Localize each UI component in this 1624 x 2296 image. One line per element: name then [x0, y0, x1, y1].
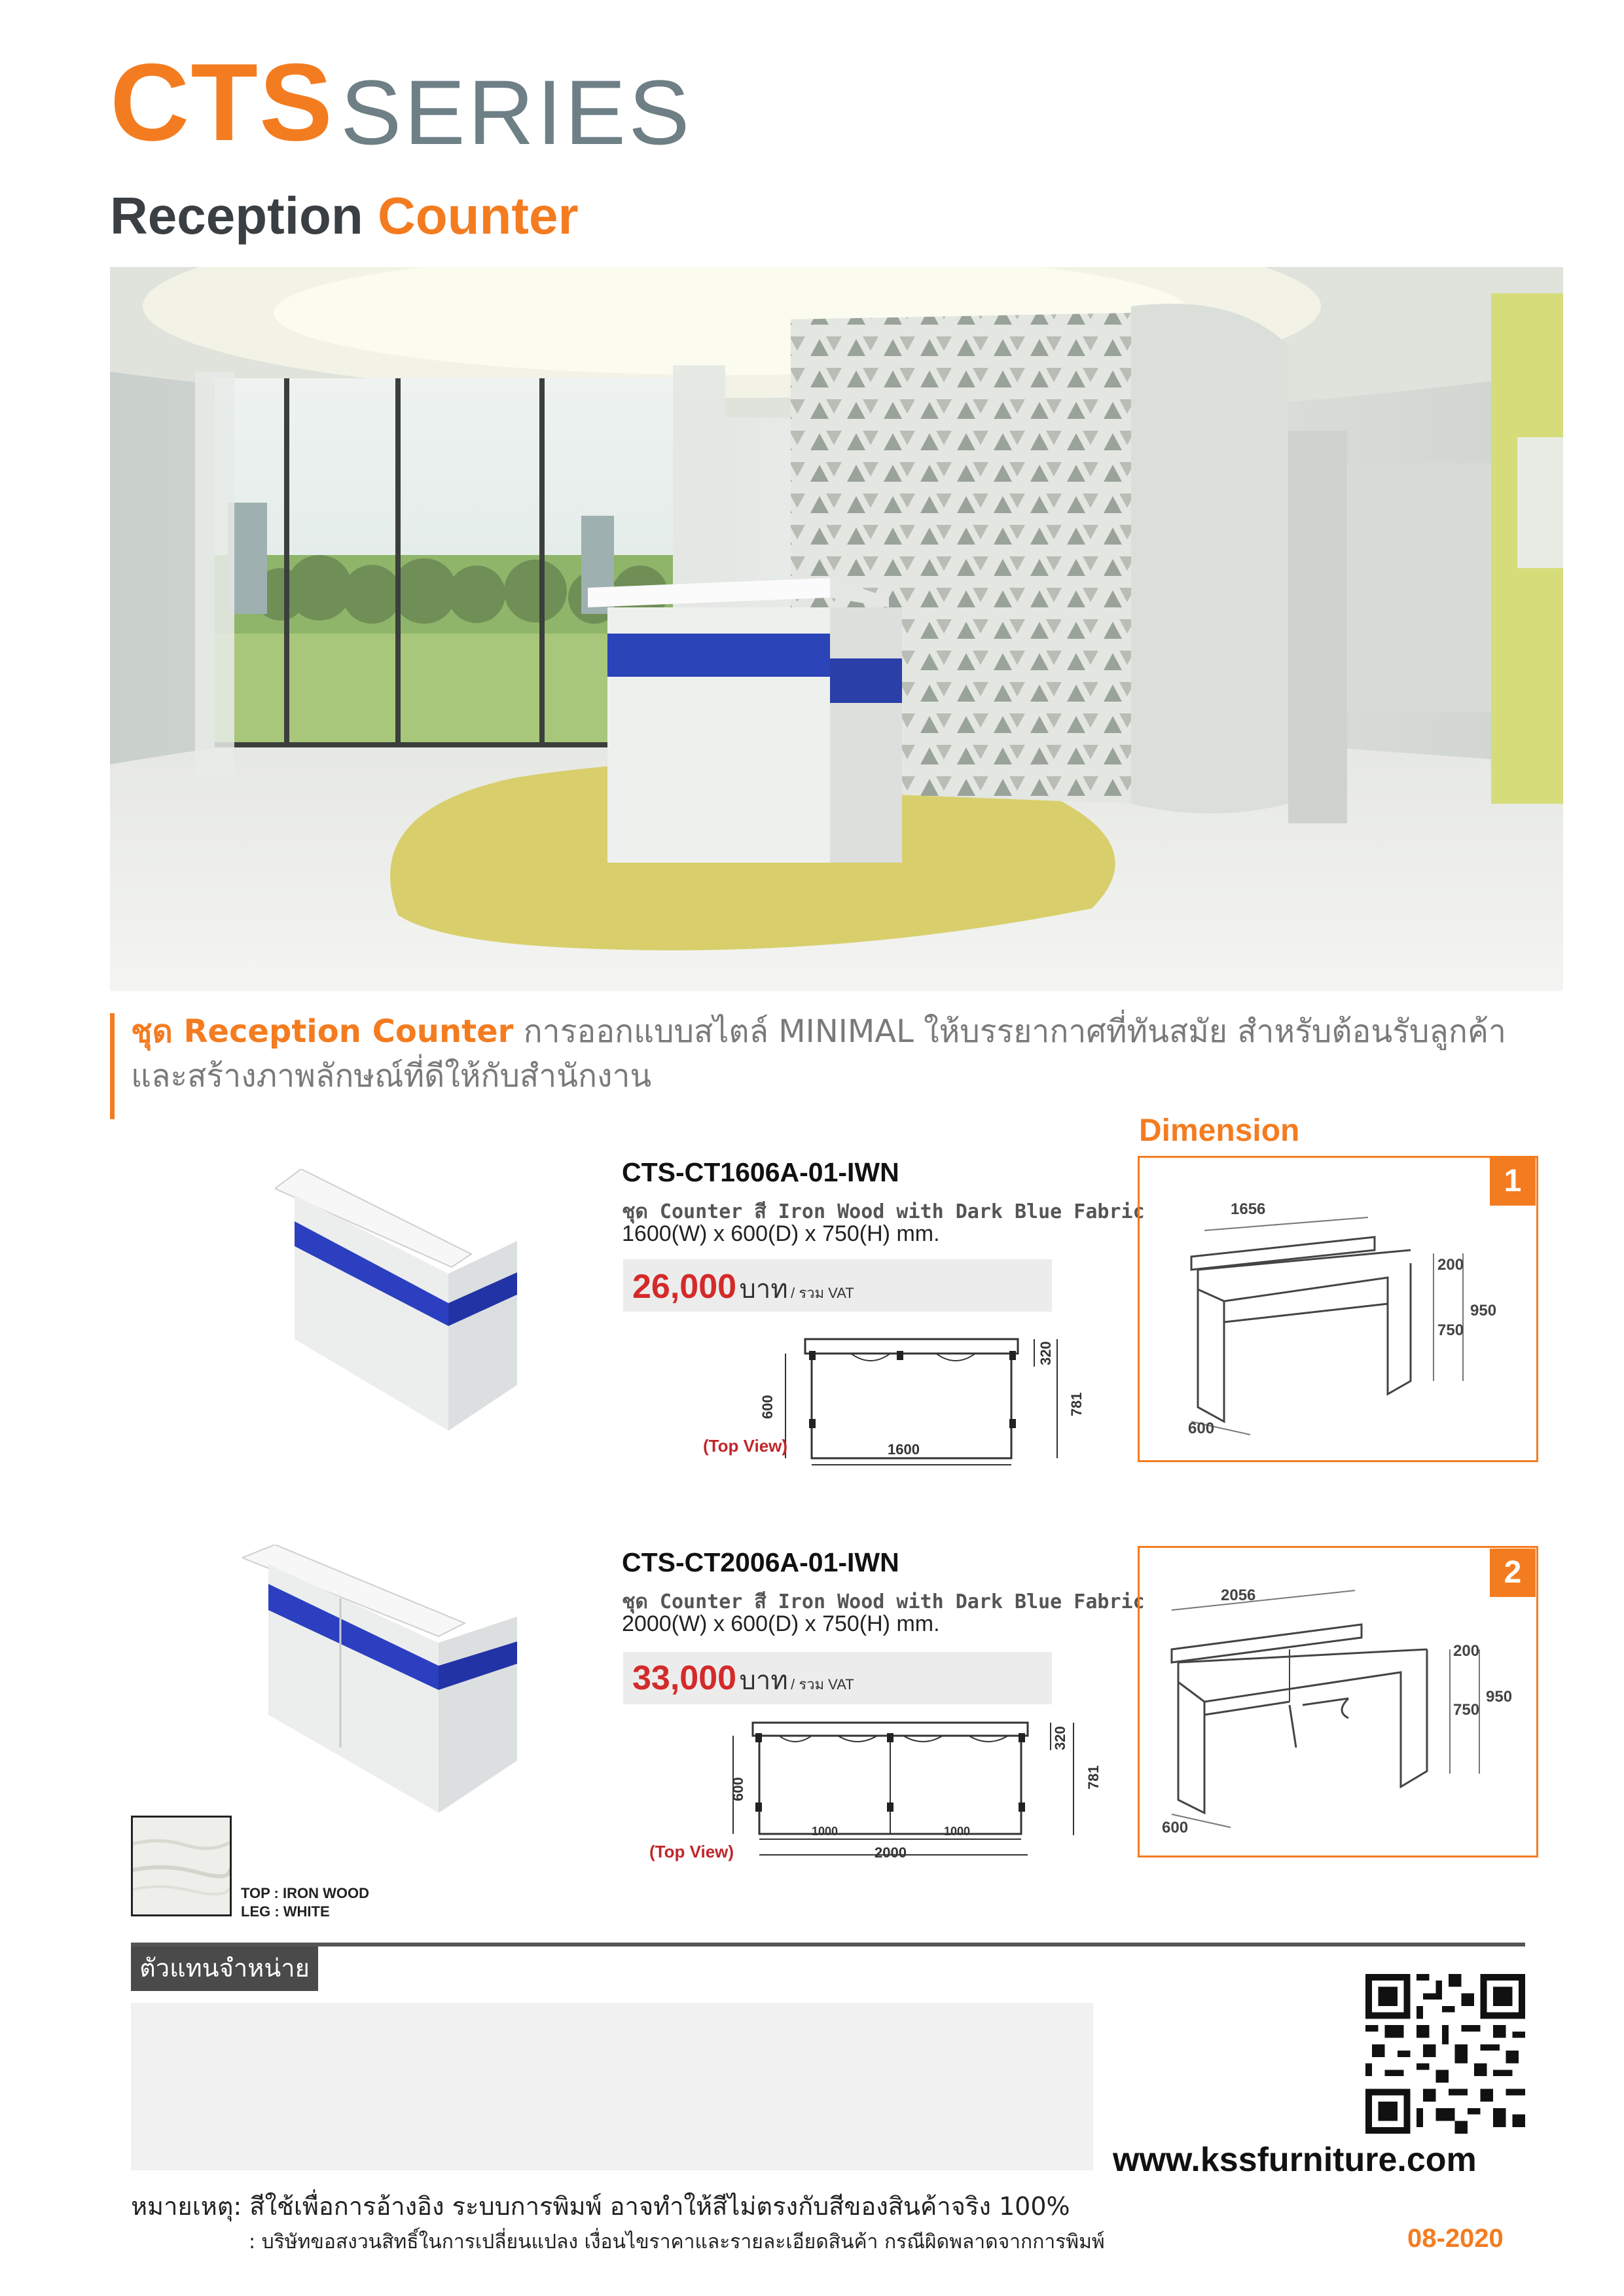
p2-tv-half-a: 1000 [812, 1825, 839, 1838]
p2-tv-depth: 600 [730, 1777, 746, 1801]
swatch-leg-label: LEG : WHITE [241, 1903, 330, 1920]
product-2-image [242, 1545, 524, 1820]
series-title-brand: CTS [110, 41, 334, 164]
product-1-model: CTS-CT1606A-01-IWN [622, 1157, 899, 1187]
product-2-price: 33,000 [632, 1659, 737, 1697]
p2-tv-width: 2000 [875, 1844, 907, 1861]
product-1-dimension-drawing [1152, 1191, 1519, 1446]
product-1-image [275, 1169, 524, 1437]
dealer-label: ตัวแทนจำหน่าย [131, 1946, 318, 1991]
p2-tv-781: 781 [1085, 1765, 1102, 1789]
product-2-model: CTS-CT2006A-01-IWN [622, 1547, 899, 1577]
p2-dim-top: 2056 [1221, 1587, 1256, 1604]
intro-line-1 [131, 1013, 1506, 1050]
p2-dim-200: 200 [1453, 1642, 1480, 1660]
intro-line-1-text: การออกแบบสไตล์ MINIMAL ให้บรรยากาศที่ทันสมัย สำหรับต้อนรับลูกค้า [513, 1013, 1506, 1050]
footnote-1: หมายเหตุ: สีใช้เพื่อการอ้างอิง ระบบการพิมพ์ อาจทำให้สีไม่ตรงกับสีของสินค้าจริง 100% [131, 2192, 1070, 2221]
dimension-heading: Dimension [1139, 1113, 1300, 1148]
intro-accent-bar [110, 1013, 115, 1119]
p2-dim-600: 600 [1162, 1819, 1189, 1837]
p2-tv-320: 320 [1052, 1726, 1068, 1750]
page-subtitle [110, 187, 579, 245]
product-2-dimension-drawing [1152, 1577, 1519, 1839]
product-1-top-view [694, 1327, 1100, 1478]
p1-dim-200: 200 [1437, 1256, 1464, 1274]
product-1-price: 26,000 [632, 1268, 737, 1306]
intro-line-2: และสร้างภาพลักษณ์ที่ดีให้กับสำนักงาน [131, 1058, 652, 1094]
p2-tv-half-b: 1000 [944, 1825, 971, 1838]
p1-dim-600: 600 [1188, 1420, 1215, 1437]
product-1-vat: / รวม VAT [791, 1285, 854, 1301]
product-2-top-view [641, 1704, 1113, 1874]
p1-tv-depth: 600 [759, 1395, 776, 1419]
website-link[interactable]: www.kssfurniture.com [1113, 2141, 1477, 2179]
p1-tv-width: 1600 [888, 1441, 920, 1458]
p2-dim-950: 950 [1486, 1688, 1513, 1706]
product-1-price-line [632, 1267, 854, 1310]
dealer-info-box [131, 2003, 1093, 2170]
product-2-vat: / รวม VAT [791, 1676, 854, 1693]
swatch-top-label: TOP : IRON WOOD [241, 1885, 369, 1901]
intro-highlight: ชุด Reception Counter [131, 1013, 514, 1050]
qr-code[interactable] [1365, 1974, 1525, 2134]
material-swatch [131, 1816, 232, 1916]
hero-reception-image [110, 267, 1563, 991]
p1-tv-781: 781 [1068, 1392, 1085, 1416]
p1-dim-top: 1656 [1231, 1200, 1266, 1218]
subtitle-part-1: Reception [110, 187, 363, 245]
product-2-description: ชุด Counter สี Iron Wood with Dark Blue Fabric [622, 1590, 1145, 1613]
footer-divider [131, 1943, 1525, 1946]
product-1-size: 1600(W) x 600(D) x 750(H) mm. [622, 1221, 940, 1246]
series-title-word: SERIES [340, 61, 693, 164]
p1-dim-750: 750 [1437, 1321, 1464, 1339]
p1-dim-950: 950 [1470, 1302, 1497, 1319]
product-1-currency: บาท [739, 1275, 788, 1304]
p1-top-view-label: (Top View) [703, 1436, 788, 1456]
product-1-description: ชุด Counter สี Iron Wood with Dark Blue Fabric [622, 1200, 1145, 1223]
product-1-number-badge: 1 [1490, 1157, 1536, 1206]
product-2-number-badge: 2 [1490, 1549, 1536, 1597]
p1-tv-320: 320 [1038, 1341, 1054, 1365]
product-2-price-line [632, 1659, 854, 1701]
p2-dim-750: 750 [1453, 1701, 1480, 1719]
subtitle-part-2: Counter [377, 187, 579, 245]
product-2-currency: บาท [739, 1666, 788, 1695]
footnote-2: : บริษัทขอสงวนสิทธิ์ในการเปลี่ยนแปลง เงื่อนไขราคาและรายละเอียดสินค้า กรณีผิดพลาดจากการพิมพ์ [249, 2231, 1105, 2253]
p2-top-view-label: (Top View) [649, 1842, 734, 1861]
print-date: 08-2020 [1407, 2224, 1504, 2253]
product-2-size: 2000(W) x 600(D) x 750(H) mm. [622, 1611, 940, 1636]
